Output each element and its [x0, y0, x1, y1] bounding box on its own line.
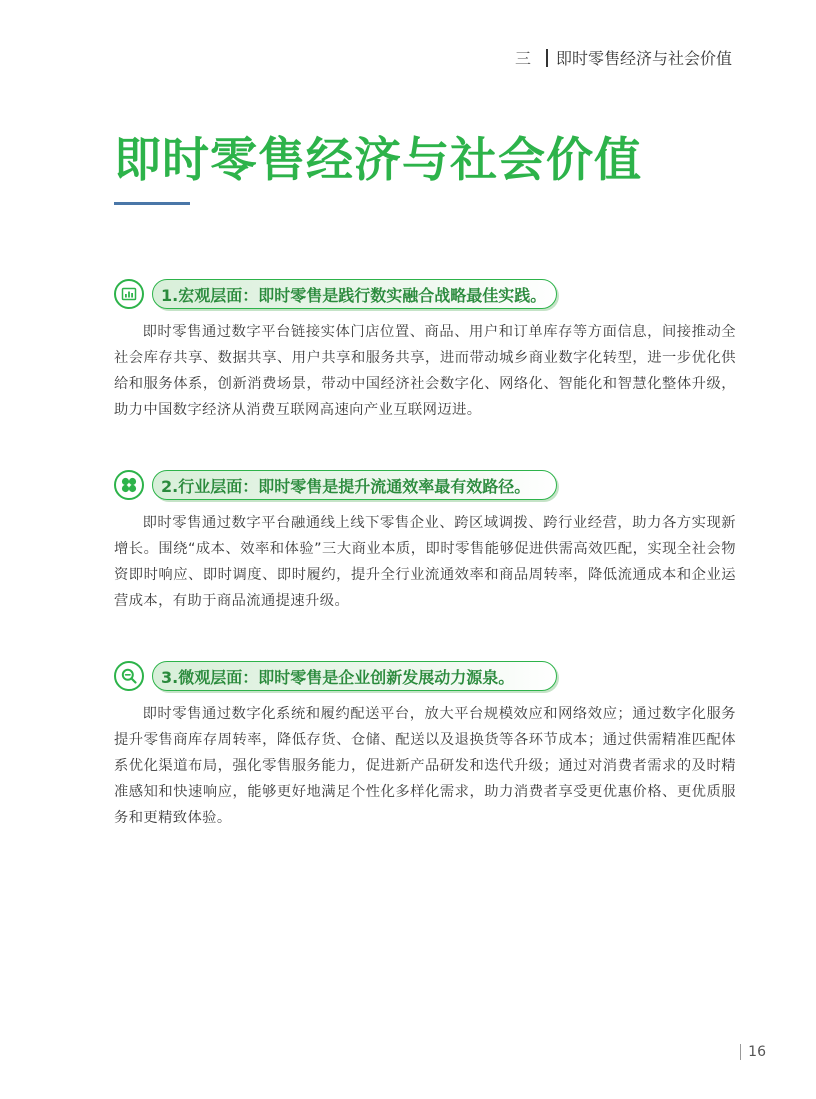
- section-heading: [114, 468, 736, 502]
- page-number: [740, 1044, 766, 1060]
- running-head-title: 即时零售经济与社会价值: [555, 49, 732, 68]
- page-number-value: 16: [748, 1044, 766, 1060]
- page-number-divider: [740, 1044, 741, 1060]
- section-heading: [114, 659, 736, 693]
- running-head: [515, 46, 732, 69]
- section-heading-label: 1.宏观层面：即时零售是践行数实融合战略最佳实践。: [152, 279, 557, 309]
- section-body: 即时零售通过数字平台融通线上线下零售企业、跨区域调拨、跨行业经营，助力各方实现新增长。围绕“成本、效率和体验”三大商业本质，即时零售能够促进供需高效匹配，实现全社会物资即时响应、即时调度、即时履约，提升全行业流通效率和商品周转率，降低流通成本和企业运营成本，有助于商品流通提速升级。: [114, 515, 736, 609]
- bar-chart-icon: [114, 279, 144, 309]
- clover-icon: [114, 470, 144, 500]
- section-industry: [114, 468, 736, 614]
- section-micro: [114, 659, 736, 831]
- page-title: 即时零售经济与社会价值: [114, 133, 642, 188]
- section-body: 即时零售通过数字化系统和履约配送平台，放大平台规模效应和网络效应；通过数字化服务提升零售商库存周转率，降低存货、仓储、配送以及退换货等各环节成本；通过供需精准匹配体系优化渠道布局，强化零售服务能力，促进新产品研发和迭代升级；通过对消费者需求的及时精准感知和快速响应，能够更好地满足个性化多样化需求，助力消费者享受更优惠价格、更优质服务和更精致体验。: [114, 706, 736, 826]
- section-macro: [114, 277, 736, 423]
- section-heading-label: 3.微观层面：即时零售是企业创新发展动力源泉。: [152, 661, 557, 691]
- title-underline: [114, 202, 190, 205]
- magnifier-icon: [114, 661, 144, 691]
- section-heading: [114, 277, 736, 311]
- header-divider: [546, 49, 548, 67]
- section-body: 即时零售通过数字平台链接实体门店位置、商品、用户和订单库存等方面信息，间接推动全社会库存共享、数据共享、用户共享和服务共享，进而带动城乡商业数字化转型，进一步优化供给和服务体系，创新消费场景，带动中国经济社会数字化、网络化、智能化和智慧化整体升级，助力中国数字经济从消费互联网高速向产业互联网迈进。: [114, 324, 736, 418]
- section-number: 三: [514, 49, 532, 68]
- section-heading-label: 2.行业层面：即时零售是提升流通效率最有效路径。: [152, 470, 557, 500]
